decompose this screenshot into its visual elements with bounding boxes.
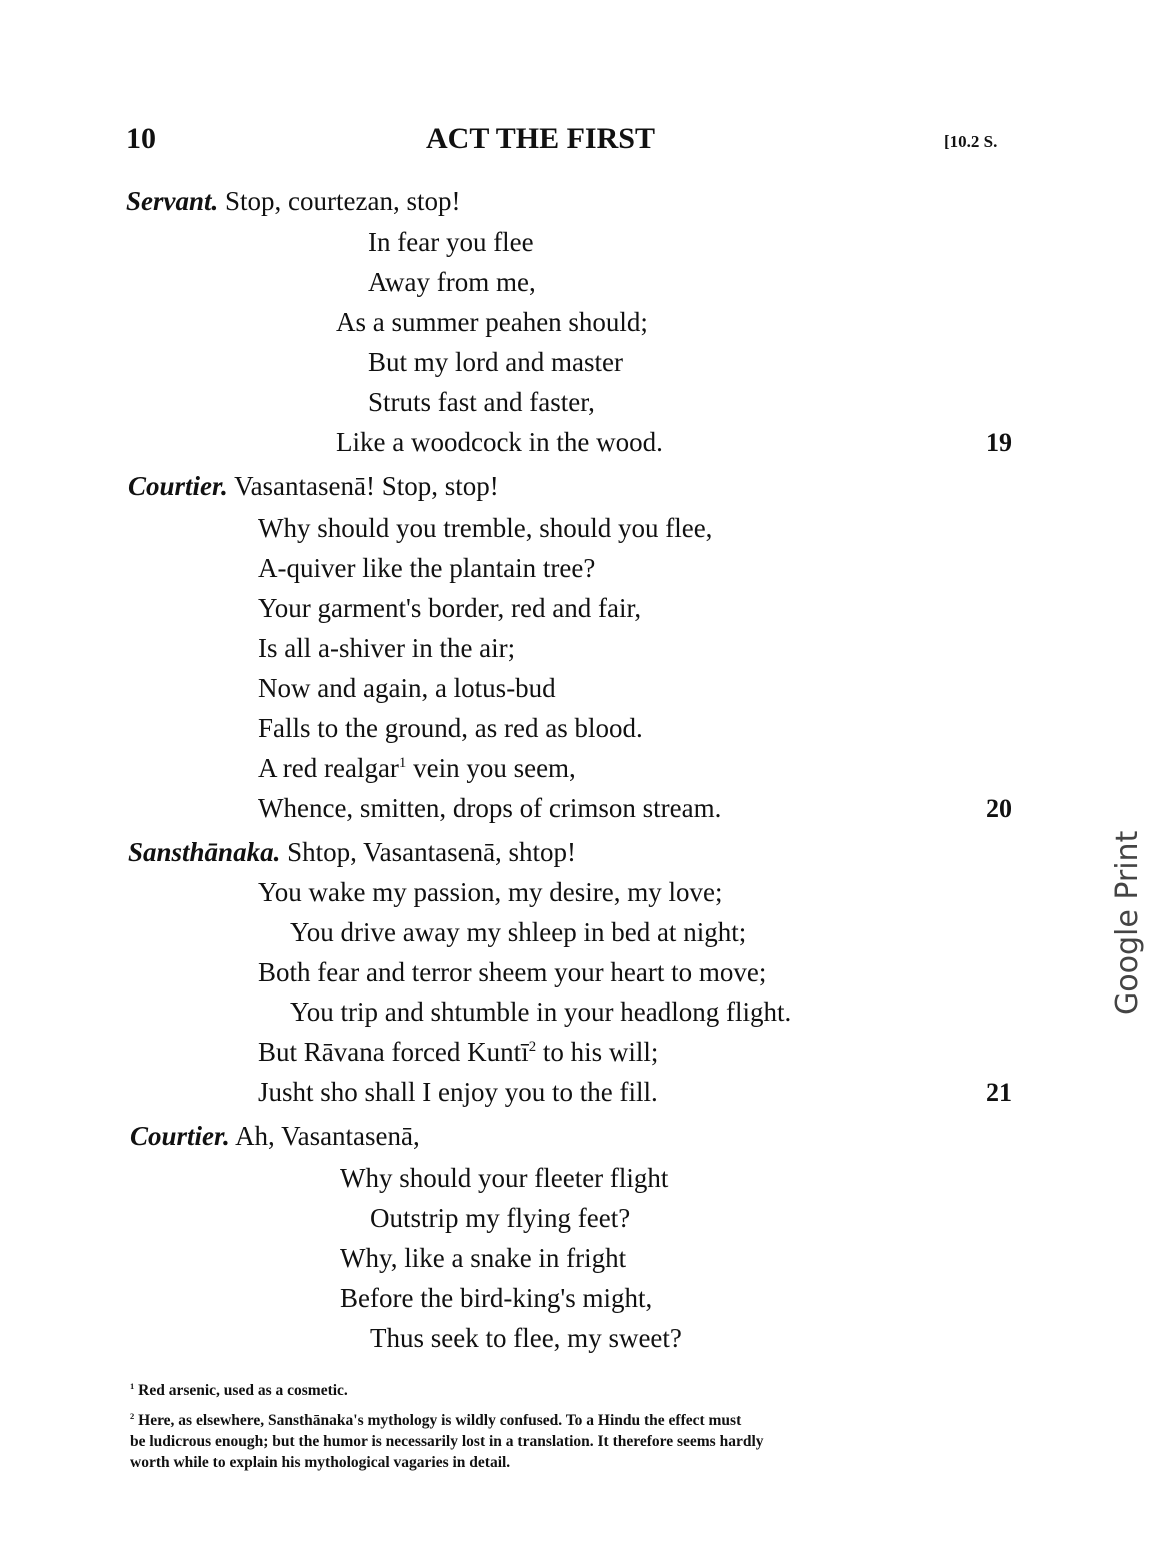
verse-line <box>340 1162 668 1194</box>
footnote-line <box>130 1452 764 1473</box>
verse-line <box>258 752 576 784</box>
line-text: Struts fast and faster, <box>368 387 595 417</box>
line-text: You wake my passion, my desire, my love; <box>258 877 723 907</box>
verse-line <box>336 306 648 338</box>
verse-line <box>258 672 556 704</box>
line-text: Is all a-shiver in the air; <box>258 633 516 663</box>
running-title: ACT THE FIRST <box>426 122 655 155</box>
verse-line <box>258 552 595 584</box>
stanza-number: 20 <box>986 794 1012 823</box>
verse-line <box>258 876 722 908</box>
line-text: You drive away my shleep in bed at night; <box>290 917 747 947</box>
stanza-number: 19 <box>986 428 1012 457</box>
line-text: Before the bird-king's might, <box>340 1283 653 1313</box>
verse-line <box>258 956 766 988</box>
verse-line <box>368 346 623 378</box>
line-text: In fear you flee <box>368 227 534 257</box>
line-text: Vasantasenā! Stop, stop! <box>234 471 499 501</box>
footnote-marker: 1 <box>398 755 407 771</box>
footnote-number: 1 <box>130 1380 135 1391</box>
line-text: Falls to the ground, as red as blood. <box>258 713 643 743</box>
footnote-text: Red arsenic, used as a cosmetic. <box>138 1382 348 1399</box>
line-text-after: to his will; <box>536 1037 659 1067</box>
line-text: Now and again, a lotus-bud <box>258 673 556 703</box>
line-text: Why should you tremble, should you flee, <box>258 513 713 543</box>
verse-line <box>258 512 712 544</box>
speaker-name: Courtier. <box>130 1121 230 1151</box>
footnote-number: 2 <box>130 1410 135 1421</box>
speaker-name: Sansthānaka. <box>128 837 281 867</box>
verse-line <box>336 426 663 458</box>
speaker-name: Courtier. <box>128 471 228 501</box>
page-number: 10 <box>126 122 156 155</box>
verse-line <box>370 1322 682 1354</box>
stanza-number: 21 <box>986 1078 1012 1107</box>
verse-line <box>368 226 534 258</box>
verse-line <box>258 1036 658 1068</box>
line-text: Like a woodcock in the wood. <box>336 427 663 457</box>
verse-line <box>258 792 721 824</box>
footnote-line <box>130 1380 348 1401</box>
verse-line <box>290 996 791 1028</box>
line-text: Ah, Vasantasenā, <box>235 1121 420 1151</box>
line-text-after: vein you seem, <box>406 753 576 783</box>
verse-line <box>258 712 643 744</box>
speaker-name: Servant. <box>126 186 219 216</box>
line-text: Away from me, <box>368 267 536 297</box>
footnote-line <box>130 1410 764 1431</box>
line-text: A-quiver like the plantain tree? <box>258 553 596 583</box>
line-text: Your garment's border, red and fair, <box>258 593 642 623</box>
verse-line <box>258 1076 658 1108</box>
footnote-text: Here, as elsewhere, Sansthānaka's mythology is wildly confused. To a Hindu the effect must <box>138 1412 742 1429</box>
verse-line <box>368 266 536 298</box>
footnote <box>130 1380 348 1401</box>
line-text: But Rāvana forced Kuntī <box>258 1037 529 1067</box>
line-text: Why should your fleeter flight <box>340 1163 669 1193</box>
line-text: Whence, smitten, drops of crimson stream. <box>258 793 722 823</box>
line-text: A red realgar <box>258 753 399 783</box>
line-text: Both fear and terror sheem your heart to move; <box>258 957 767 987</box>
footnote-marker: 2 <box>528 1039 537 1055</box>
verse-line <box>258 592 641 624</box>
verse-line <box>130 1120 420 1152</box>
line-text: You trip and shtumble in your headlong flight. <box>290 997 792 1027</box>
verse-line <box>340 1282 652 1314</box>
line-text: Why, like a snake in fright <box>340 1243 627 1273</box>
verse-line <box>128 470 499 502</box>
verse-line <box>370 1202 630 1234</box>
line-text: Shtop, Vasantasenā, shtop! <box>287 837 577 867</box>
line-text: As a summer peahen should; <box>336 307 648 337</box>
line-text: Outstrip my flying feet? <box>370 1203 631 1233</box>
footnote-text: worth while to explain his mythological vagaries in detail. <box>130 1454 511 1471</box>
line-text: Stop, courtezan, stop! <box>225 186 461 216</box>
verse-line <box>368 386 595 418</box>
line-text: Jusht sho shall I enjoy you to the fill. <box>258 1077 658 1107</box>
section-reference: [10.2 S. <box>944 132 998 151</box>
verse-line <box>126 185 460 217</box>
verse-line <box>128 836 576 868</box>
footnote-line <box>130 1431 764 1452</box>
verse-line <box>340 1242 626 1274</box>
verse-line <box>290 916 746 948</box>
footnote <box>130 1410 764 1473</box>
footnote-text: be ludicrous enough; but the humor is necessarily lost in a translation. It therefore seems hardly <box>130 1433 764 1450</box>
google-print-watermark: Google Print <box>1110 830 1145 1015</box>
line-text: Thus seek to flee, my sweet? <box>370 1323 682 1353</box>
verse-line <box>258 632 515 664</box>
line-text: But my lord and master <box>368 347 623 377</box>
